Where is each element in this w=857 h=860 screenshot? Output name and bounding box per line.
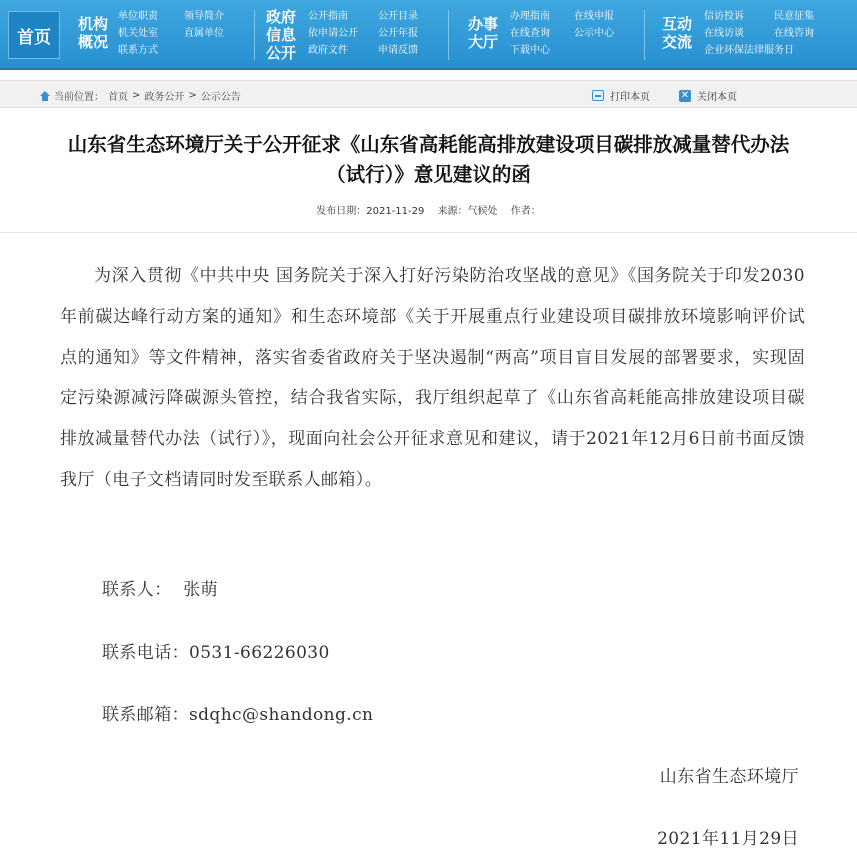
contact-person: 联系人： 张萌 <box>102 580 219 600</box>
breadcrumb <box>40 88 241 103</box>
close-page-label: 关闭本页 <box>697 92 737 103</box>
nav-group-services-title[interactable]: 办事 大厅 <box>467 15 498 51</box>
nav-divider <box>448 10 449 60</box>
breadcrumb-bar <box>0 80 857 108</box>
top-navigation <box>0 0 857 70</box>
nav-link-notice-center[interactable]: 公示中心 <box>574 28 614 39</box>
breadcrumb-separator: > <box>132 90 141 101</box>
home-icon <box>40 91 50 101</box>
signature-date: 2021年11月29日 <box>657 829 799 849</box>
source-label: 来源： <box>437 206 468 217</box>
nav-link-online-apply[interactable]: 在线申报 <box>574 11 614 22</box>
nav-link-service-guide[interactable]: 办理指南 <box>510 11 550 22</box>
nav-divider <box>644 10 645 60</box>
nav-link-petition[interactable]: 信访投诉 <box>704 11 744 22</box>
breadcrumb-label: 当前位置： <box>54 92 104 103</box>
nav-link-legal-service-day[interactable]: 企业环保法律服务日 <box>704 45 794 56</box>
contact-email: 联系邮箱：sdqhc@shandong.cn <box>102 705 374 725</box>
signature-org: 山东省生态环境厅 <box>659 767 799 787</box>
print-page-label: 打印本页 <box>610 92 650 103</box>
author-label: 作者： <box>510 206 541 217</box>
nav-link-catalog[interactable]: 公开目录 <box>378 11 418 22</box>
source-value: 气候处 <box>467 206 498 217</box>
breadcrumb-home[interactable]: 首页 <box>108 92 128 103</box>
nav-link-feedback[interactable]: 申请反馈 <box>378 45 418 56</box>
nav-home-button[interactable]: 首页 <box>8 11 60 59</box>
nav-link-gov-documents[interactable]: 政府文件 <box>308 45 348 56</box>
nav-link-opinion[interactable]: 民意征集 <box>774 11 814 22</box>
nav-link-contact[interactable]: 联系方式 <box>118 45 158 56</box>
article-title: 山东省生态环境厅关于公开征求《山东省高耗能高排放建设项目碳排放减量替代办法 （试行）》意见建议的函 <box>67 133 790 186</box>
nav-divider <box>254 10 255 60</box>
breadcrumb-gov-affairs[interactable]: 政务公开 <box>144 92 185 103</box>
nav-link-online-interview[interactable]: 在线访谈 <box>704 28 744 39</box>
contact-phone: 联系电话：0531-66226030 <box>102 643 330 663</box>
print-icon <box>592 90 604 101</box>
nav-group-gov-info-title[interactable]: 政府 信息 公开 <box>265 8 296 62</box>
breadcrumb-separator: > <box>188 90 197 101</box>
nav-group-about-title[interactable]: 机构 概况 <box>77 15 108 51</box>
article-meta <box>0 202 857 217</box>
article-paragraph: 为深入贯彻《中共中央 国务院关于深入打好污染防治攻坚战的意见》《国务院关于印发2030年前碳达峰行动方案的通知》和生态环境部《关于开展重点行业建设项目碳排放环境影响评价试点的通知》等文件精神，落实省委省政府关于坚决遏制“两高”项目盲目发展的部署要求，实现固定污染源减污降碳源头管控，结合我省实际，我厅组织起草了《山东省高耗能高排放建设项目碳排放减量替代办法（试行）》，现面向社会公开征求意见和建议，请于2021年12月6日前书面反馈我厅（电子文档请同时发至联系人邮箱）。 <box>60 266 805 490</box>
nav-link-departments[interactable]: 机关处室 <box>118 28 158 39</box>
breadcrumb-announcements[interactable]: 公示公告 <box>200 92 241 103</box>
nav-link-online-query[interactable]: 在线查询 <box>510 28 550 39</box>
nav-link-online-consult[interactable]: 在线咨询 <box>774 28 814 39</box>
nav-link-affiliates[interactable]: 直属单位 <box>184 28 224 39</box>
nav-group-interaction-title[interactable]: 互动 交流 <box>661 15 692 51</box>
close-page-button[interactable] <box>679 88 737 103</box>
nav-link-download-center[interactable]: 下载中心 <box>510 45 550 56</box>
nav-link-apply-disclosure[interactable]: 依申请公开 <box>308 28 358 39</box>
nav-link-annual-report[interactable]: 公开年报 <box>378 28 418 39</box>
close-icon: ✕ <box>680 89 690 101</box>
article-body <box>60 256 805 501</box>
print-page-button[interactable] <box>592 88 650 103</box>
publish-date-label: 发布日期： <box>316 206 367 217</box>
nav-link-duties[interactable]: 单位职责 <box>118 11 158 22</box>
publish-date: 2021-11-29 <box>366 206 425 217</box>
nav-link-guide[interactable]: 公开指南 <box>308 11 348 22</box>
nav-link-leaders[interactable]: 领导简介 <box>184 11 224 22</box>
title-divider <box>0 232 857 233</box>
